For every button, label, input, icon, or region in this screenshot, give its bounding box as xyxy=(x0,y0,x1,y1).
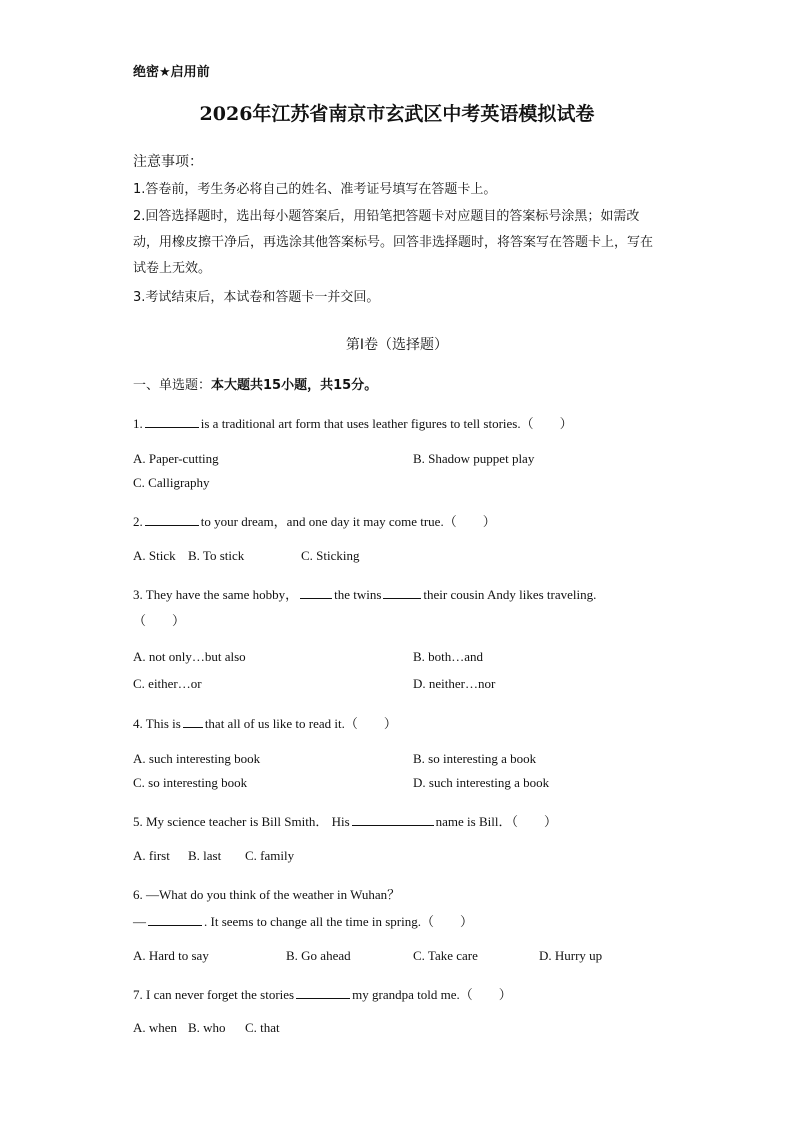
answer-blank[interactable] xyxy=(352,814,434,826)
section-prefix: 一、单选题： xyxy=(133,378,212,393)
question-text: is a traditional art form that uses leather figures to tell stories.（ ） xyxy=(200,416,573,431)
question-number: 7. I can never forget the stories xyxy=(133,987,295,1002)
question-text: to your dream，and one day it may come true.（ ） xyxy=(200,514,496,529)
option[interactable]: C. Calligraphy xyxy=(133,475,210,490)
question-bracket: （ ） xyxy=(133,613,186,628)
question-text: my grandpa told me.（ ） xyxy=(352,987,512,1002)
answer-blank[interactable] xyxy=(145,416,199,428)
option[interactable]: A. first xyxy=(133,848,170,863)
option[interactable]: B. To stick xyxy=(188,548,245,563)
question-number: 4. This is xyxy=(133,716,181,731)
option[interactable]: D. neither…nor xyxy=(413,676,496,691)
question-text: their cousin Andy likes traveling. xyxy=(423,587,597,602)
notes-heading: 注意事项： xyxy=(133,154,203,170)
option[interactable]: C. family xyxy=(245,848,295,863)
section-heading xyxy=(133,374,377,393)
option[interactable]: D. such interesting a book xyxy=(413,775,550,790)
exam-title: 2026年江苏省南京市玄武区中考英语模拟试卷 xyxy=(199,103,595,125)
option[interactable]: A. Paper-cutting xyxy=(133,451,219,466)
question-number: 5. My science teacher is Bill Smith． His xyxy=(133,814,350,829)
option[interactable]: B. both…and xyxy=(413,649,484,664)
question-3 xyxy=(133,584,596,603)
question-number: 1. xyxy=(133,416,143,431)
option[interactable]: B. so interesting a book xyxy=(413,751,537,766)
question-text: . It seems to change all the time in spring.（ ） xyxy=(204,914,473,929)
answer-blank[interactable] xyxy=(183,716,203,728)
dash: — xyxy=(133,914,146,929)
part-title: 第I卷（选择题） xyxy=(345,337,449,353)
question-1 xyxy=(133,413,573,432)
option[interactable]: C. so interesting book xyxy=(133,775,248,790)
option[interactable]: C. Take care xyxy=(413,948,478,963)
option[interactable]: C. that xyxy=(245,1020,280,1035)
option[interactable]: A. such interesting book xyxy=(133,751,261,766)
note-item: 2.回答选择题时，选出每小题答案后，用铅笔把答题卡对应题目的答案标号涂黑；如需改动，用橡皮擦干净后，再选涂其他答案标号。回答非选择题时，将答案写在答题卡上，写在试卷上无效。 xyxy=(133,209,654,276)
option[interactable]: B. Go ahead xyxy=(286,948,351,963)
option[interactable]: A. not only…but also xyxy=(133,649,246,664)
question-7 xyxy=(133,984,512,1003)
question-number: 2. xyxy=(133,514,143,529)
answer-blank[interactable] xyxy=(148,914,202,926)
option[interactable]: B. who xyxy=(188,1020,226,1035)
answer-blank[interactable] xyxy=(296,987,350,999)
question-text: the twins xyxy=(334,587,382,602)
question-4 xyxy=(133,713,397,732)
option[interactable]: C. Sticking xyxy=(301,548,360,563)
confidential-label: 绝密★启用前 xyxy=(133,65,210,80)
option[interactable]: D. Hurry up xyxy=(539,948,603,963)
option[interactable]: B. Shadow puppet play xyxy=(413,451,535,466)
question-text: that all of us like to read it.（ ） xyxy=(204,716,397,731)
question-5 xyxy=(133,811,557,830)
question-6: 6. —What do you think of the weather in Wuhan？ xyxy=(133,887,401,902)
note-item: 1.答卷前，考生务必将自己的姓名、准考证号填写在答题卡上。 xyxy=(133,182,497,197)
option[interactable]: C. either…or xyxy=(133,676,202,691)
question-6-response xyxy=(133,911,473,930)
answer-blank[interactable] xyxy=(300,587,332,599)
option[interactable]: A. when xyxy=(133,1020,178,1035)
question-2 xyxy=(133,511,496,530)
note-item: 3.考试结束后，本试卷和答题卡一并交回。 xyxy=(133,290,380,305)
option[interactable]: B. last xyxy=(188,848,222,863)
section-desc: 本大题共15小题，共15分。 xyxy=(211,378,378,393)
question-text: name is Bill．（ ） xyxy=(435,814,557,829)
answer-blank[interactable] xyxy=(145,514,199,526)
answer-blank[interactable] xyxy=(383,587,421,599)
question-number: 3. They have the same hobby， xyxy=(133,587,299,602)
option[interactable]: A. Hard to say xyxy=(133,948,209,963)
option[interactable]: A. Stick xyxy=(133,548,176,563)
